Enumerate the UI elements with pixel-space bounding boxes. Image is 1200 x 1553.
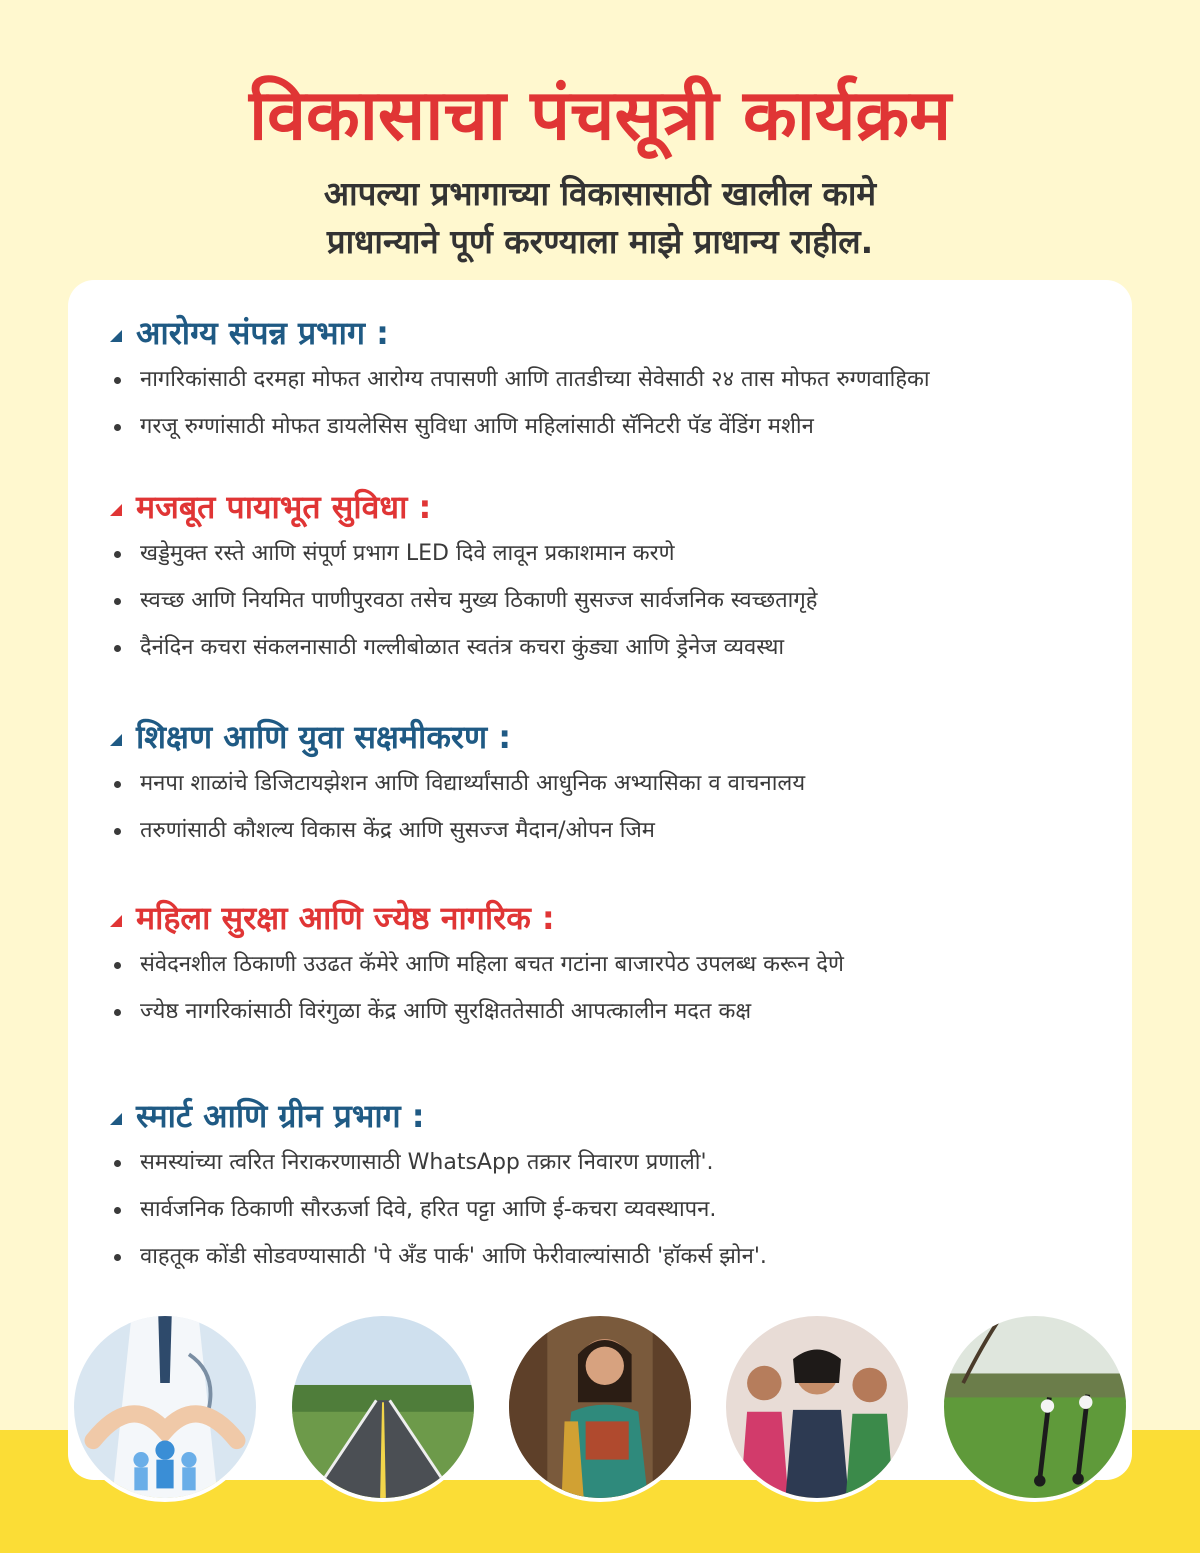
section-smart-green <box>110 1091 1120 1280</box>
park-scooter-illustration <box>944 1316 1126 1498</box>
list-item: मनपा शाळांचे डिजिटायझेशन आणि विद्यार्थ्यांसाठी आधुनिक अभ्यासिका व वाचनालय <box>110 760 1120 807</box>
student-illustration <box>509 1316 691 1498</box>
section-title: स्मार्ट आणि ग्रीन प्रभाग : <box>136 1096 425 1135</box>
section-infrastructure <box>110 482 1120 671</box>
section-heading <box>110 308 1120 356</box>
list-item: वाहतूक कोंडी सोडवण्यासाठी 'पे अँड पार्क' आणि फेरीवाल्यांसाठी 'हॉकर्स झोन'. <box>110 1233 1120 1280</box>
section-item-list <box>110 760 1120 854</box>
section-item-list <box>110 1139 1120 1280</box>
triangle-bullet-icon <box>110 915 122 927</box>
section-women-senior <box>110 893 1120 1035</box>
list-item: संवेदनशील ठिकाणी उउढत कॅमेरे आणि महिला बचत गटांना बाजारपेठ उपलब्ध करून देणे <box>110 941 1120 988</box>
section-title: मजबूत पायाभूत सुविधा : <box>136 487 432 526</box>
section-title: आरोग्य संपन्न प्रभाग : <box>136 313 389 352</box>
section-item-list <box>110 530 1120 671</box>
list-item: तरुणांसाठी कौशल्य विकास केंद्र आणि सुसज्ज मैदान/ओपन जिम <box>110 807 1120 854</box>
section-heading <box>110 712 1120 760</box>
student-photo <box>505 1312 695 1502</box>
list-item: गरजू रुग्णांसाठी मोफत डायलेसिस सुविधा आणि महिलांसाठी सॅनिटरी पॅड वेंडिंग मशीन <box>110 403 1120 450</box>
page-title: विकासाचा पंचसूत्री कार्यक्रम <box>248 74 952 156</box>
list-item: खड्डेमुक्त रस्ते आणि संपूर्ण प्रभाग LED दिवे लावून प्रकाशमान करणे <box>110 530 1120 577</box>
content-card <box>68 280 1132 1480</box>
list-item: स्वच्छ आणि नियमित पाणीपुरवठा तसेच मुख्य ठिकाणी सुसज्ज सार्वजनिक स्वच्छतागृहे <box>110 577 1120 624</box>
subtitle-line-2: प्राधान्याने पूर्ण करण्याला माझे प्राधान्य राहील. <box>326 222 874 261</box>
health-photo <box>70 1312 260 1502</box>
triangle-bullet-icon <box>110 1113 122 1125</box>
list-item: सार्वजनिक ठिकाणी सौरऊर्जा दिवे, हरित पट्टा आणि ई-कचरा व्यवस्थापन. <box>110 1186 1120 1233</box>
triangle-bullet-icon <box>110 734 122 746</box>
section-item-list <box>110 941 1120 1035</box>
road-illustration <box>292 1316 474 1498</box>
park-photo <box>940 1312 1130 1502</box>
subtitle-line-1: आपल्या प्रभागाच्या विकासासाठी खालील कामे <box>323 174 877 213</box>
section-title: शिक्षण आणि युवा सक्षमीकरण : <box>136 717 512 756</box>
section-title: महिला सुरक्षा आणि ज्येष्ठ नागरिक : <box>136 898 555 937</box>
section-health <box>110 308 1120 450</box>
triangle-bullet-icon <box>110 330 122 342</box>
section-education-youth <box>110 712 1120 854</box>
list-item: समस्यांच्या त्वरित निराकरणासाठी WhatsApp तक्रार निवारण प्रणाली'. <box>110 1139 1120 1186</box>
section-heading <box>110 1091 1120 1139</box>
women-group-illustration <box>726 1316 908 1498</box>
triangle-bullet-icon <box>110 504 122 516</box>
section-heading <box>110 893 1120 941</box>
list-item: ज्येष्ठ नागरिकांसाठी विरंगुळा केंद्र आणि सुरक्षिततेसाठी आपत्कालीन मदत कक्ष <box>110 988 1120 1035</box>
list-item: नागरिकांसाठी दरमहा मोफत आरोग्य तपासणी आणि तातडीच्या सेवेसाठी २४ तास मोफत रुग्णवाहिका <box>110 356 1120 403</box>
list-item: दैनंदिन कचरा संकलनासाठी गल्लीबोळात स्वतंत्र कचरा कुंड्या आणि ड्रेनेज व्यवस्था <box>110 624 1120 671</box>
doctor-family-illustration <box>74 1316 256 1498</box>
section-heading <box>110 482 1120 530</box>
road-photo <box>288 1312 478 1502</box>
section-item-list <box>110 356 1120 450</box>
page-subtitle <box>0 170 1200 266</box>
women-photo <box>722 1312 912 1502</box>
